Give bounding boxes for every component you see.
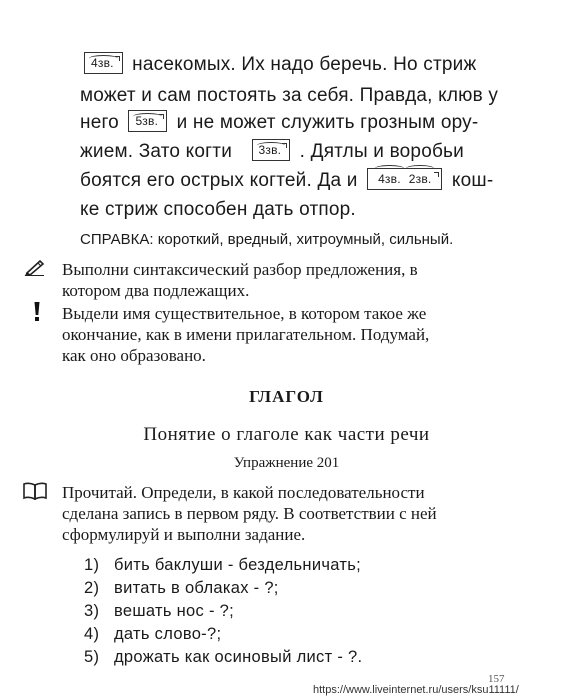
pencil-icon	[24, 258, 46, 276]
page-number: 157	[488, 673, 505, 685]
answer-box-2[interactable]: 5зв.	[128, 110, 167, 132]
answer-box-4[interactable]: 4зв. 2зв.	[367, 168, 442, 190]
task2-line-2: окончание, как в имени прилагательном. Подумай,	[62, 325, 430, 344]
task2-line-3: как оно образовано.	[62, 346, 206, 365]
exercise-label: Упражнение 201	[233, 455, 340, 471]
section-title: ГЛАГОЛ	[249, 387, 324, 406]
list-item: 4) дать слово-?;	[84, 625, 222, 643]
list-item: 5) дрожать как осиновый лист - ?.	[84, 648, 363, 666]
list-item: 1) бить баклуши - бездельничать;	[84, 556, 361, 574]
answer-box-1[interactable]: 4зв.	[84, 52, 123, 74]
list-item: 3) вешать нос - ?;	[84, 602, 235, 620]
task2-line-1: Выдели имя существительное, в котором такое же	[62, 304, 427, 323]
text-line-1: 4зв. насекомых. Их надо беречь. Но стриж	[80, 54, 476, 76]
text-line-5: боятся его острых когтей. Да и 4зв. 2зв. кош-	[80, 170, 493, 192]
text-line-2: может и сам постоять за себя. Правда, клюв у	[80, 85, 499, 106]
answer-box-3[interactable]: 3зв.	[252, 139, 291, 161]
task3-line-3: сформулируй и выполни задание.	[62, 525, 306, 544]
text-line-4: жием. Зато когти 3зв. . Дятлы и воробьи	[80, 141, 464, 163]
task3-line-1: Прочитай. Определи, в какой последовательности	[62, 483, 425, 502]
hint-spravka: СПРАВКА: короткий, вредный, хитроумный, сильный.	[80, 231, 454, 248]
list-item: 2) витать в облаках - ?;	[84, 579, 279, 597]
task1-line-2: котором два подлежащих.	[62, 281, 250, 300]
subsection-title: Понятие о глаголе как части речи	[143, 424, 430, 445]
text-line-6: ке стриж способен дать отпор.	[80, 199, 356, 220]
book-icon	[22, 482, 48, 500]
task3-line-2: сделана запись в первом ряду. В соответствии с ней	[62, 504, 437, 523]
text-line-3: него 5зв. и не может служить грозным ору-	[80, 112, 478, 134]
exclamation-icon	[33, 302, 41, 322]
task1-line-1: Выполни синтаксический разбор предложения, в	[62, 260, 418, 279]
watermark-url[interactable]: https://www.liveinternet.ru/users/ksu11111/	[313, 684, 519, 696]
